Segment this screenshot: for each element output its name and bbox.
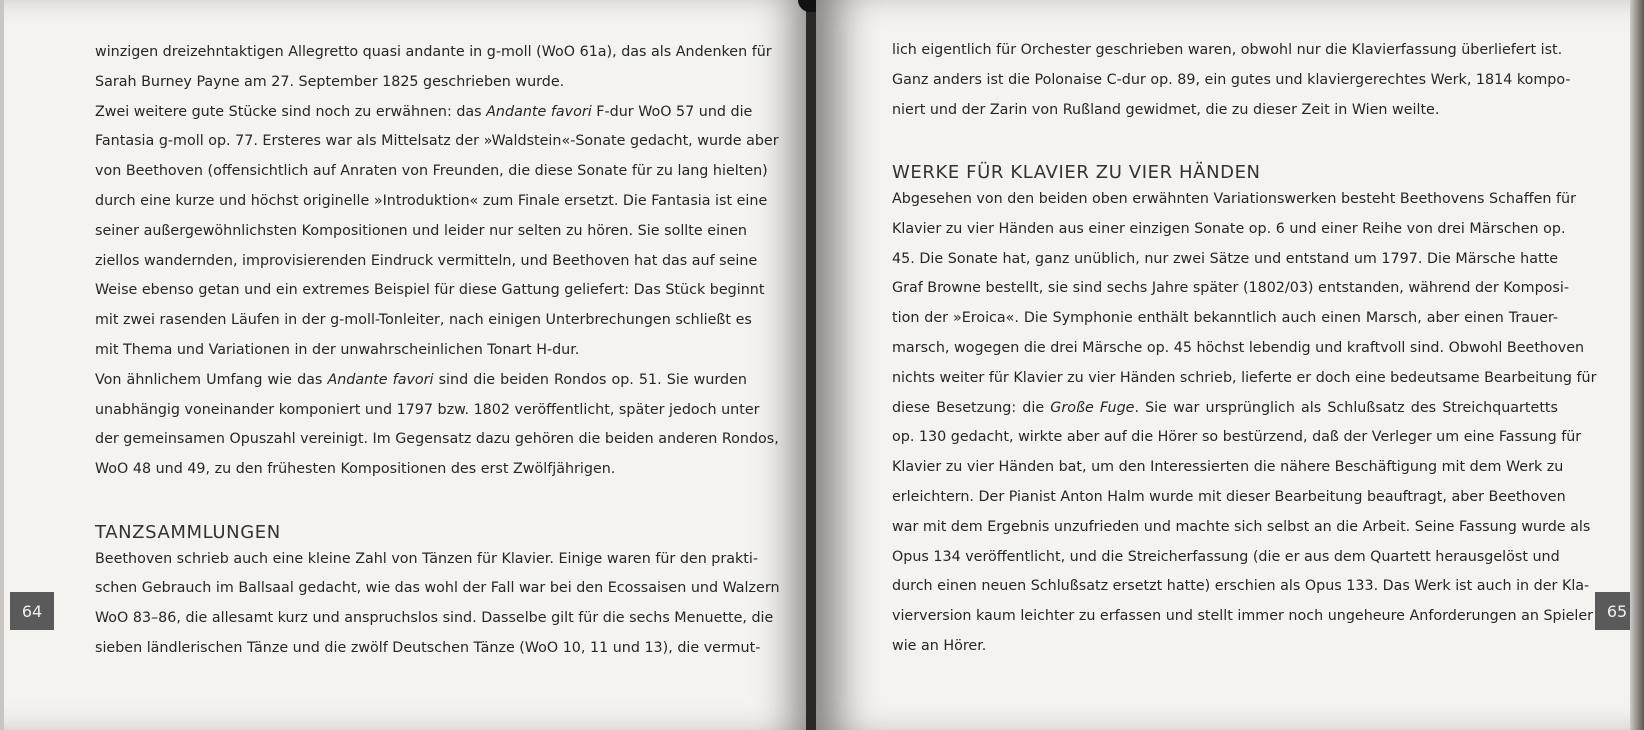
text-line: sieben ländlerischen Tänze und die zwölf Deutschen Tänze (WoO 10, 11 und 13), die vermut- bbox=[95, 639, 761, 656]
text-line: lich eigentlich für Orchester geschrieben waren, obwohl nur die Klavierfassung überliefert ist. bbox=[892, 42, 1563, 58]
text-line: Beethoven schrieb auch eine kleine Zahl von Tänzen für Klavier. Einige waren für den prakti- bbox=[95, 550, 759, 567]
text-line: Ganz anders ist die Polonaise C-dur op. 89, ein gutes und klaviergerechtes Werk, 1814 kompo- bbox=[892, 71, 1571, 88]
text-line: mit Thema und Variationen in der unwahrscheinlichen Tonart H-dur. bbox=[95, 341, 580, 358]
text-line: Abgesehen von den beiden oben erwähnten Variationswerken besteht Beethovens Schaffen für bbox=[892, 190, 1576, 207]
text-line: Von ähnlichem Umfang wie das Andante favori sind die beiden Rondos op. 51. Sie wurden bbox=[95, 371, 747, 388]
text-line: WoO 48 und 49, zu den frühesten Kompositionen des erst Zwölfjährigen. bbox=[95, 461, 616, 478]
text-line: Fantasia g-moll op. 77. Ersteres war als Mittelsatz der »Waldstein«-Sonate gedacht, wurde aber bbox=[95, 133, 779, 150]
text-line: mit zwei rasenden Läufen in der g-moll-Tonleiter, nach einigen Unterbrechungen schließt es bbox=[95, 312, 752, 329]
text-line: ziellos wandernden, improvisierenden Eindruck vermitteln, und Beethoven hat das auf seine bbox=[95, 252, 758, 269]
left-page-text bbox=[95, 38, 780, 664]
text-line: Klavier zu vier Händen bat, um den Interessierten die nähere Beschäftigung mit dem Werk zu bbox=[892, 459, 1564, 476]
page-number: 64 bbox=[10, 592, 54, 630]
text-line: vierversion kaum leichter zu erfassen und stellt immer noch ungeheure Anforderungen an Spieler bbox=[892, 608, 1594, 625]
page-number: 65 bbox=[1595, 592, 1639, 630]
page-edge bbox=[0, 0, 4, 730]
text-line: Weise ebenso getan und ein extremes Beispiel für diese Gattung geliefert: Das Stück beginnt bbox=[95, 282, 765, 299]
section-heading: TANZSAMMLUNGEN bbox=[95, 521, 281, 543]
text-line: war mit dem Ergebnis unzufrieden und machte sich selbst an die Arbeit. Seine Fassung wurde als bbox=[892, 518, 1591, 535]
text-line: winzigen dreizehntaktigen Allegretto quasi andante in g-moll (WoO 61a), das als Andenken für bbox=[95, 44, 772, 60]
right-page bbox=[816, 0, 1644, 730]
text-line: unabhängig voneinander komponiert und 1797 bzw. 1802 veröffentlicht, später jedoch unter bbox=[95, 401, 760, 418]
page-edge bbox=[1630, 0, 1644, 730]
text-line: durch eine kurze und höchst originelle »Introduktion« zum Finale ersetzt. Die Fantasia ist eine bbox=[95, 192, 768, 209]
section-heading: WERKE FÜR KLAVIER ZU VIER HÄNDEN bbox=[892, 162, 1261, 184]
text-line: Graf Browne bestellt, sie sind sechs Jahre später (1802/03) entstanden, während der Komposi- bbox=[892, 280, 1569, 297]
text-line: von Beethoven (offensichtlich auf Anraten von Freunden, die diese Sonate für zu lang hielten) bbox=[95, 163, 768, 180]
left-page bbox=[0, 0, 808, 730]
text-line: durch einen neuen Schlußsatz ersetzt hatte) erschien als Opus 133. Das Werk ist auch in der Kla- bbox=[892, 578, 1590, 595]
text-line: erleichtern. Der Pianist Anton Halm wurde mit dieser Bearbeitung beauftragt, aber Beethoven bbox=[892, 488, 1566, 505]
text-line: Opus 134 veröffentlicht, und die Streicherfassung (die er aus dem Quartett herausgelöst und bbox=[892, 548, 1560, 565]
text-line: WoO 83–86, die allesamt kurz und anspruchslos sind. Dasselbe gilt für die sechs Menuette, die bbox=[95, 610, 774, 627]
text-line: marsch, wogegen die drei Märsche op. 45 höchst lebendig und kraftvoll sind. Obwohl Beethoven bbox=[892, 339, 1585, 356]
text-line: niert und der Zarin von Rußland gewidmet, die zu dieser Zeit in Wien weilte. bbox=[892, 101, 1440, 118]
text-line: diese Besetzung: die Große Fuge. Sie war ursprünglich als Schlußsatz des Streichquartetts bbox=[892, 399, 1558, 416]
text-line: seiner außergewöhnlichsten Kompositionen und leider nur selten zu hören. Sie sollte einen bbox=[95, 222, 747, 239]
text-line: Klavier zu vier Händen aus einer einzigen Sonate op. 6 und einer Reihe von drei Märschen op. bbox=[892, 220, 1566, 237]
text-line: nichts weiter für Klavier zu vier Händen schrieb, lieferte er doch eine bedeutsame Bearbeitung für bbox=[892, 369, 1597, 386]
text-line: schen Gebrauch im Ballsaal gedacht, wie das wohl der Fall war bei den Ecossaisen und Walzern bbox=[95, 580, 780, 597]
text-line: 45. Die Sonate hat, ganz unüblich, nur zwei Sätze und entstand um 1797. Die Märsche hatte bbox=[892, 250, 1558, 267]
text-line: Sarah Burney Payne am 27. September 1825 geschrieben wurde. bbox=[95, 73, 565, 90]
right-page-text bbox=[892, 36, 1597, 662]
text-line: der gemeinsamen Opuszahl vereinigt. Im Gegensatz dazu gehören die beiden anderen Rondos, bbox=[95, 431, 779, 448]
text-line: tion der »Eroica«. Die Symphonie enthält bekanntlich auch einen Marsch, aber einen Trauer- bbox=[892, 310, 1558, 327]
text-line: op. 130 gedacht, wirkte aber auf die Hörer so bestürzend, daß der Verleger um eine Fassung für bbox=[892, 429, 1582, 446]
text-line: wie an Hörer. bbox=[892, 637, 987, 654]
text-line: Zwei weitere gute Stücke sind noch zu erwähnen: das Andante favori F-dur WoO 57 und die bbox=[95, 103, 753, 120]
